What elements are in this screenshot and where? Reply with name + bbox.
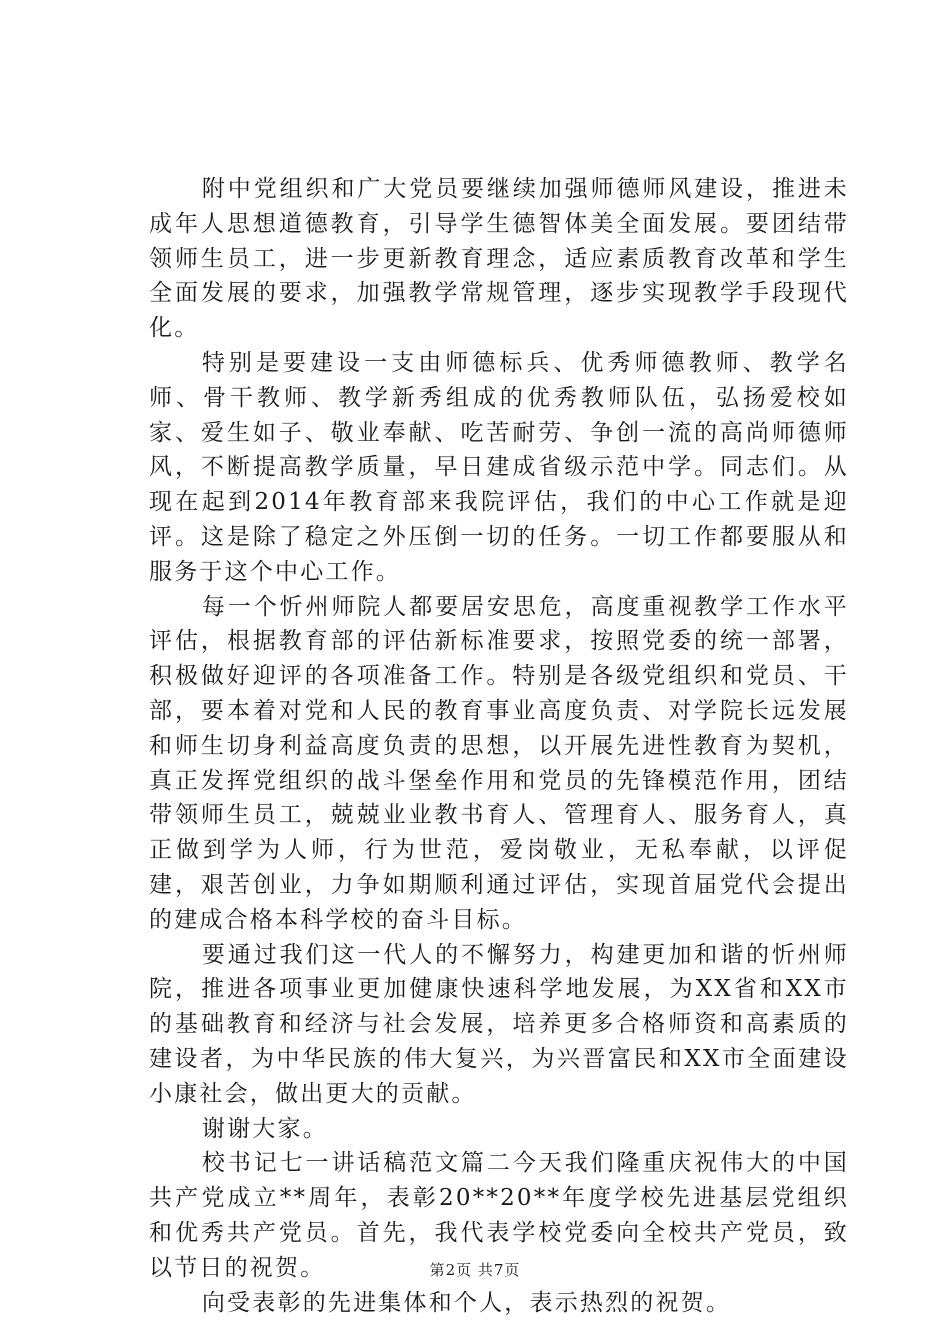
paragraph-6: 校书记七一讲话稿范文篇二今天我们隆重庆祝伟大的中国共产党成立**周年，表彰20**20**年度学校先进基层党组织和优秀共产党员。首先，我代表学校党委向全校共产党员，致以节日的祝贺。: [149, 1150, 849, 1281]
paragraph-5: 谢谢大家。: [201, 1115, 328, 1142]
document-body: [149, 172, 849, 1320]
paragraph-4: 要通过我们这一代人的不懈努力，构建更加和谐的忻州师院，推进各项事业更加健康快速科学地发展，为XX省和XX市的基础教育和经济与社会发展，培养更多合格师资和高素质的建设者，为中华民族的伟大复兴，为兴晋富民和XX市全面建设小康社会，做出更大的贡献。: [149, 941, 849, 1107]
paragraph-2: 特别是要建设一支由师德标兵、优秀师德教师、教学名师、骨干教师、教学新秀组成的优秀教师队伍，弘扬爱校如家、爱生如子、敬业奉献、吃苦耐劳、争创一流的高尚师德师风，不断提高教学质量，早日建成省级示范中学。同志们。从现在起到2014年教育部来我院评估，我们的中心工作就是迎评。这是除了稳定之外压倒一切的任务。一切工作都要服从和服务于这个中心工作。: [149, 349, 849, 585]
page-number-footer: 第2页 共7页: [429, 1261, 521, 1279]
paragraph-1: 附中党组织和广大党员要继续加强师德师风建设，推进未成年人思想道德教育，引导学生德智体美全面发展。要团结带领师生员工，进一步更新教育理念，适应素质教育改革和学生全面发展的要求，加强教学常规管理，逐步实现教学手段现代化。: [149, 176, 849, 342]
paragraph-7: 向受表彰的先进集体和个人，表示热烈的祝贺。: [201, 1289, 732, 1316]
paragraph-3: 每一个忻州师院人都要居安思危，高度重视教学工作水平评估，根据教育部的评估新标准要求，按照党委的统一部署，积极做好迎评的各项准备工作。特别是各级党组织和党员、干部，要本着对党和人民的教育事业高度负责、对学院长远发展和师生切身利益高度负责的思想，以开展先进性教育为契机，真正发挥党组织的战斗堡垒作用和党员的先锋模范作用，团结带领师生员工，兢兢业业教书育人、管理育人、服务育人，真正做到学为人师，行为世范，爱岗敬业，无私奉献，以评促建，艰苦创业，力争如期顺利通过评估，实现首届党代会提出的建成合格本科学校的奋斗目标。: [149, 593, 849, 933]
